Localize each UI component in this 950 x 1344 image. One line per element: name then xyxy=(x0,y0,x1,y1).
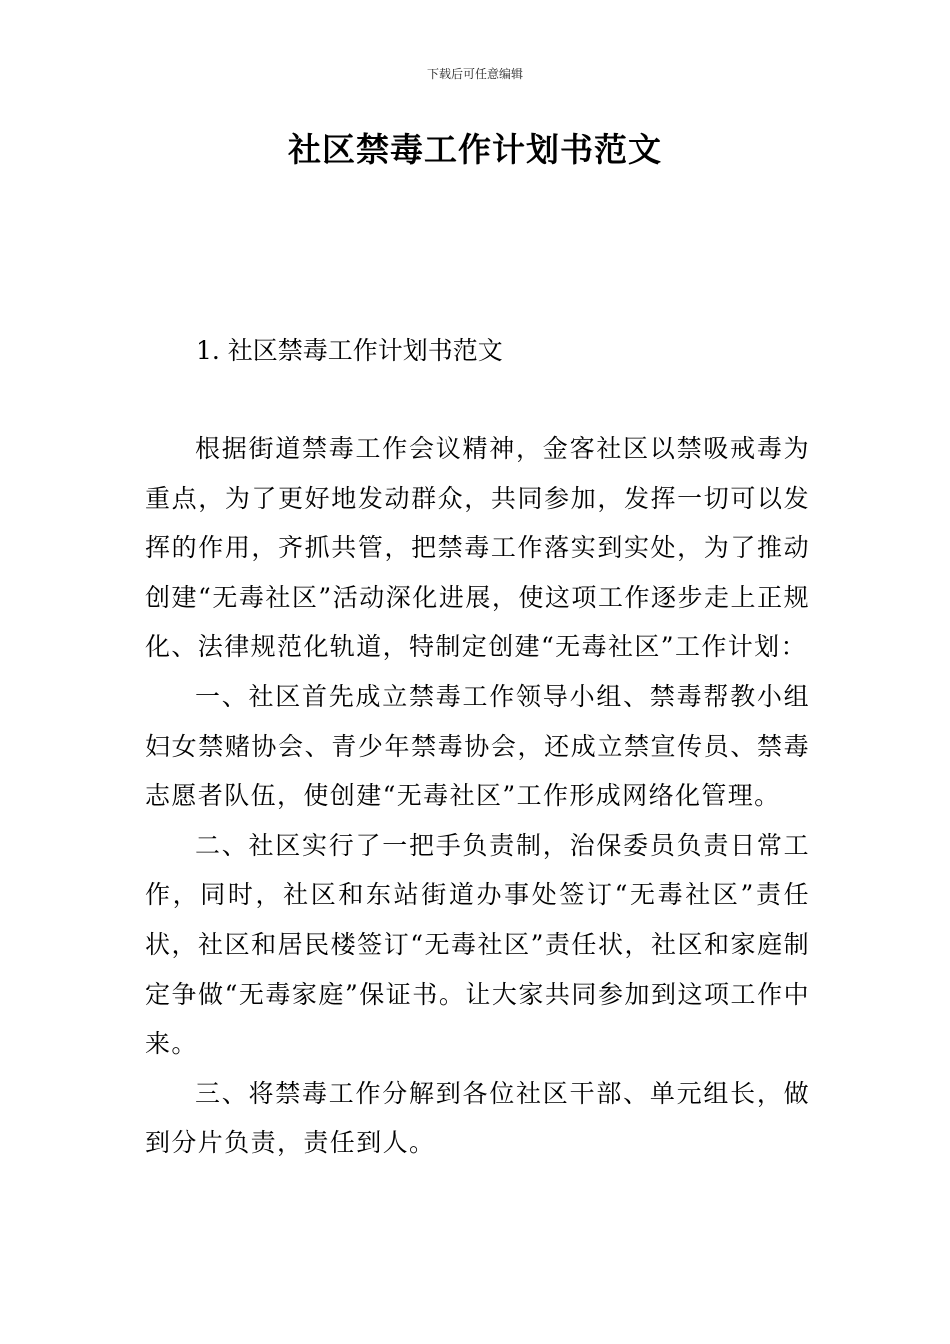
document-title: 社区禁毒工作计划书范文 xyxy=(288,130,662,169)
section-heading: 1. 社区禁毒工作计划书范文 xyxy=(196,336,503,365)
document-body xyxy=(145,424,810,1168)
paragraph-item-2: 二、社区实行了一把手负责制，治保委员负责日常工作，同时，社区和东站街道办事处签订“无毒社区”责任状，社区和居民楼签订“无毒社区”责任状，社区和家庭制定争做“无毒家庭”保证书。让大家共同参加到这项工作中来。 xyxy=(145,830,810,1059)
paragraph-item-3: 三、将禁毒工作分解到各位社区干部、单元组长，做到分片负责，责任到人。 xyxy=(145,1078,810,1158)
header-note: 下载后可任意编辑 xyxy=(426,67,523,81)
paragraph-intro: 根据街道禁毒工作会议精神，金客社区以禁吸戒毒为重点，为了更好地发动群众，共同参加，发挥一切可以发挥的作用，齐抓共管，把禁毒工作落实到实处，为了推动创建“无毒社区”活动深化进展，使这项工作逐步走上正规化、法律规范化轨道，特制定创建“无毒社区”工作计划： xyxy=(145,434,810,662)
paragraph-item-1: 一、社区首先成立禁毒工作领导小组、禁毒帮教小组妇女禁赌协会、青少年禁毒协会，还成立禁宣传员、禁毒志愿者队伍，使创建“无毒社区”工作形成网络化管理。 xyxy=(145,681,810,811)
